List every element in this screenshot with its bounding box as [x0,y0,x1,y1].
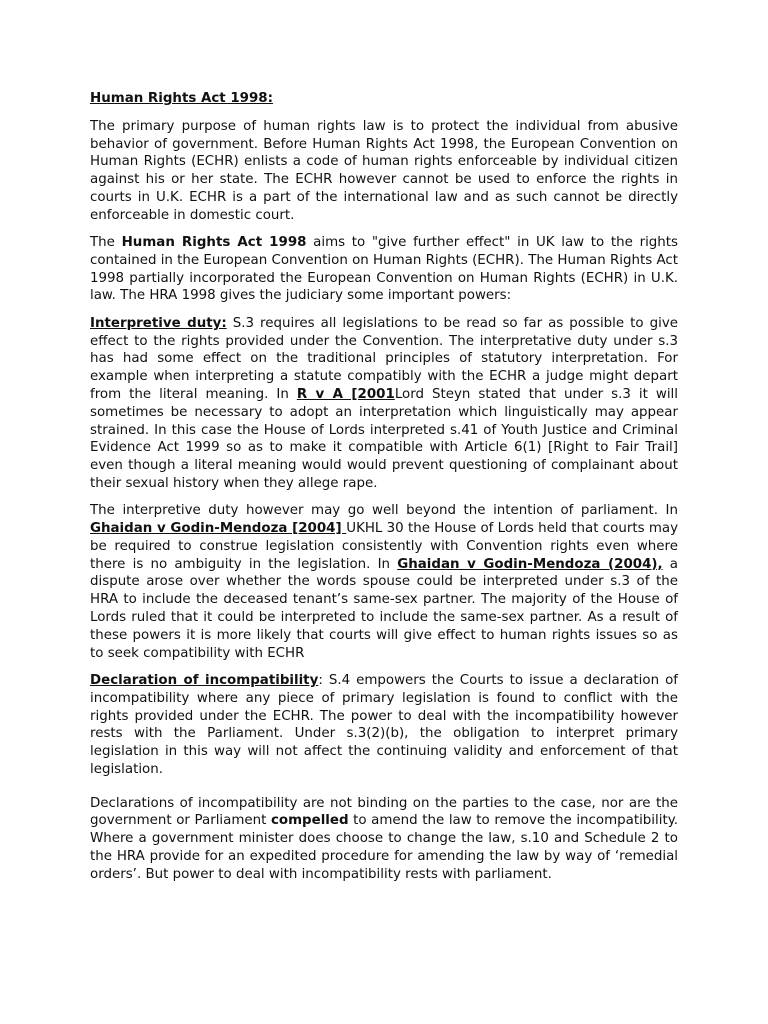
hra-lead-text: The [90,235,122,251]
binding-text-1: Declarations of incompatibility are not binding on the parties to the case, nor are the government or Parliament [90,795,678,829]
paragraph-declarations-binding [90,795,678,884]
case-ghaidan-2: Ghaidan v Godin-Mendoza (2004), [397,556,663,572]
ghaidan-text-2: UKHL 30 the House of Lords held that courts may be required to construe legislation consistently with Convention rights even where there is no ambiguity in the legislation. In [90,521,678,572]
ghaidan-text-3: a dispute arose over whether the words spouse could be interpreted under s.3 of the HRA to include the deceased tenant’s same-sex partner. The majority of the House of Lords ruled that it could be interpreted to include the same-sex partner. As a result of these powers it is more likely that courts will give effect to human rights issues so as to seek compatibility with ECHR [90,556,678,661]
declaration-heading: Declaration of incompatibility [90,672,319,688]
case-ghaidan-1: Ghaidan v Godin-Mendoza [2004] [90,521,347,537]
paragraph-introduction [90,118,678,225]
interpretive-duty-text-2: Lord Steyn stated that under s.3 it will sometimes be necessary to adopt an interpretation which linguistically may appear strained. In this case the House of Lords interpreted s.41 of Youth Justice and Criminal Evidence Act 1999 so as to make it compatible with Article 6(1) [Right to Fair Trail] even though a literal meaning would would prevent questioning of complainant about their sexual history when they allege rape. [90,386,678,491]
paragraph-hra-overview [90,234,678,305]
ghaidan-text-1: The interpretive duty however may go well beyond the intention of parliament. In [90,503,678,519]
intro-text: The primary purpose of human rights law is to protect the individual from abusive behavior of government. Before Human Rights Act 1998, the European Convention on Human Rights (ECHR) enlists a code of human rights enforceable by individual citizen against his or her state. The ECHR however cannot be used to enforce the rights in courts in U.K. ECHR is a part of the international law and as such cannot be directly enforceable in domestic court. [90,118,678,223]
compelled-bold-term: compelled [270,813,349,829]
paragraph-interpretive-duty [90,315,678,493]
paragraph-ghaidan [90,502,678,662]
interpretive-duty-text-1: S.3 requires all legislations to be read so far as possible to give effect to the rights provided under the Convention. The interpretative duty under s.3 has had some effect on the traditional principles of statutory interpretation. For example when interpreting a statute compatibly with the ECHR a judge might depart from the literal meaning. In [90,315,678,402]
binding-text-2: to amend the law to remove the incompatibility. Where a government minister does choose to change the law, s.10 and Schedule 2 to the HRA provide for an expedited procedure for amending the law by way of ‘remedial orders’. But power to deal with incompatibility rests with parliament. [90,813,678,882]
document-page [90,90,678,893]
hra-rest-text: aims to "give further effect" in UK law to the rights contained in the European Convention on Human Rights (ECHR). The Human Rights Act 1998 partially incorporated the European Convention on Human Rights (ECHR) in U.K. law. The HRA 1998 gives the judiciary some important powers: [90,235,679,304]
case-r-v-a: R v A [2001 [296,386,395,402]
interpretive-duty-heading: Interpretive duty: [90,315,227,331]
document-title: Human Rights Act 1998: [90,91,273,106]
declaration-text: : S.4 empowers the Courts to issue a declaration of incompatibility where any piece of primary legislation is found to conflict with the rights provided under the ECHR. The power to deal with the incompatibility however rests with the Parliament. Under s.3(2)(b), the obligation to interpret primary legislation in this way will not affect the continuing validity and enforcement of that legislation. [90,672,678,777]
paragraph-declaration [90,672,678,779]
hra-bold-term: Human Rights Act 1998 [121,235,307,251]
